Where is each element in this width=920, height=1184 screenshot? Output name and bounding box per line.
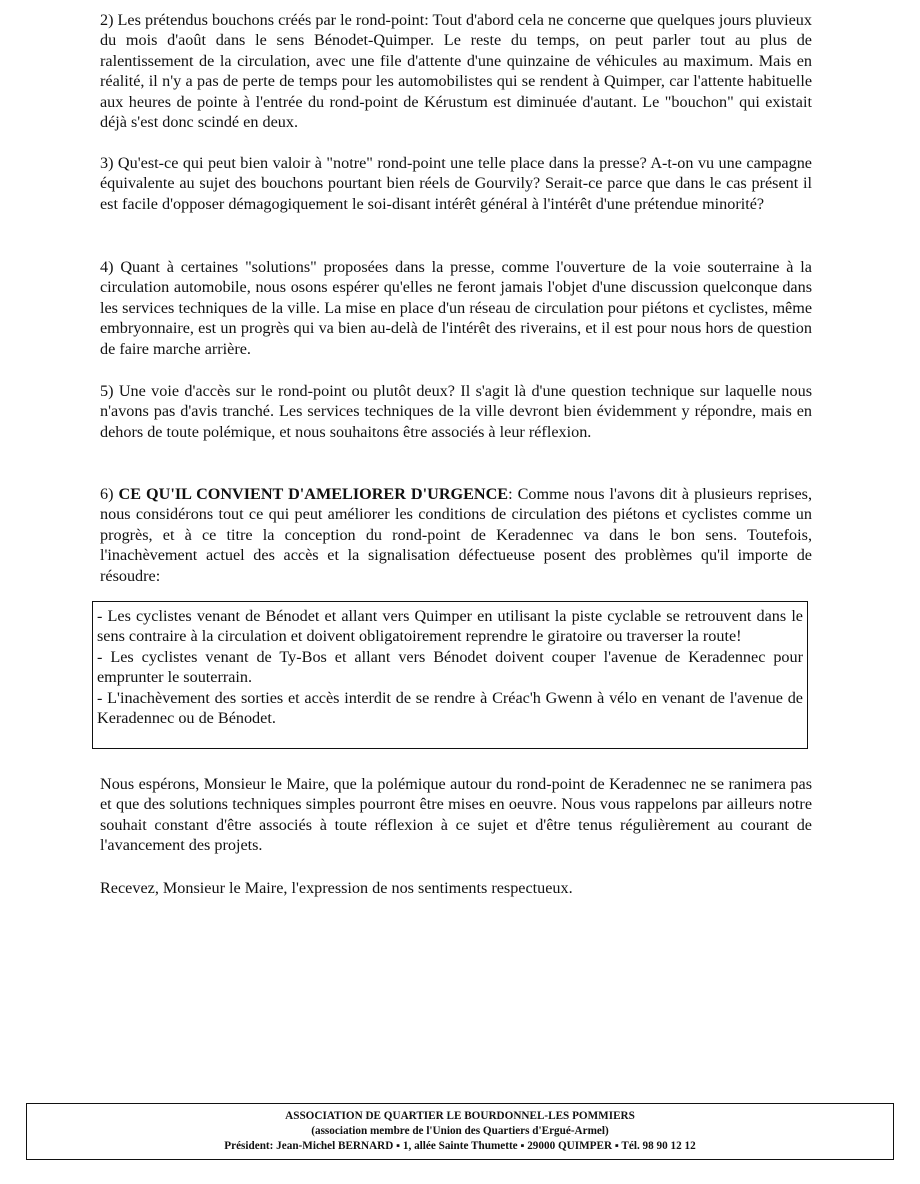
paragraph-6 (100, 484, 812, 586)
paragraph-6-body: : Comme nous l'avons dit à plusieurs reprises, nous considérons tout ce qui peut améliorer les conditions de circulation des piétons et cyclistes comme un progrès, et à ce titre la conception du rond-point de Keradennec va dans le bon sens. Toutefois, l'inachèvement actuel des accès et la signalisation défectueuse posent des problèmes qu'il importe de résoudre: (100, 485, 812, 585)
paragraph-6-heading: CE QU'IL CONVIENT D'AMELIORER D'URGENCE (118, 485, 509, 503)
issue-item: - Les cyclistes venant de Bénodet et allant vers Quimper en utilisant la piste cyclable se retrouvent dans le sens contraire à la circulation et doivent obligatoirement reprendre le giratoire ou traverser la route! (97, 607, 803, 646)
association-footer (26, 1103, 894, 1160)
closing-salutation: Recevez, Monsieur le Maire, l'expression de nos sentiments respectueux. (100, 879, 573, 897)
paragraph-2: 2) Les prétendus bouchons créés par le rond-point: Tout d'abord cela ne concerne que quelques jours pluvieux du mois d'août dans le sens Bénodet-Quimper. Le reste du temps, on peut parler tout au plus de ralentissement de la circulation, avec une file d'attente d'une quinzaine de véhicules au maximum. Mais en réalité, il n'y a pas de perte de temps pour les automobilistes qui se rendent à Quimper, car l'attente habituelle aux heures de pointe à l'entrée du rond-point de Kérustum est diminuée d'autant. Le "bouchon" qui existait déjà s'est donc scindé en deux. (100, 11, 812, 132)
issues-box (92, 601, 808, 749)
footer-contact: Président: Jean-Michel BERNARD ▪ 1, allée Sainte Thumette ▪ 29000 QUIMPER ▪ Tél. 98 90 12 12 (224, 1140, 696, 1152)
closing-paragraph: Nous espérons, Monsieur le Maire, que la polémique autour du rond-point de Keradennec ne se ranimera pas et que des solutions techniques simples pourront être mises en oeuvre. Nous vous rappelons par ailleurs notre souhait constant d'être associés à toute réflexion à ce sujet et d'être tenus régulièrement au courant de l'avancement des projets. (100, 775, 812, 855)
paragraph-6-number: 6) (100, 485, 114, 503)
paragraph-3: 3) Qu'est-ce qui peut bien valoir à "notre" rond-point une telle place dans la presse? A-t-on vu une campagne équivalente au sujet des bouchons pourtant bien réels de Gourvily? Serait-ce parce que dans le cas présent il est facile d'opposer démagogiquement le soi-disant intérêt général à l'intérêt d'une prétendue minorité? (100, 154, 812, 213)
footer-association-name: ASSOCIATION DE QUARTIER LE BOURDONNEL-LES POMMIERS (285, 1110, 635, 1122)
footer-membership: (association membre de l'Union des Quartiers d'Ergué-Armel) (311, 1125, 609, 1137)
issue-item: - L'inachèvement des sorties et accès interdit de se rendre à Créac'h Gwenn à vélo en venant de l'avenue de Keradennec ou de Bénodet. (97, 688, 803, 728)
paragraph-5: 5) Une voie d'accès sur le rond-point ou plutôt deux? Il s'agit là d'une question technique sur laquelle nous n'avons pas d'avis tranché. Les services techniques de la ville devront bien évidemment y répondre, mais en dehors de toute polémique, et nous souhaitons être associés à leur réflexion. (100, 382, 812, 441)
issue-item: - Les cyclistes venant de Ty-Bos et allant vers Bénodet doivent couper l'avenue de Keradennec pour emprunter le souterrain. (97, 647, 803, 687)
paragraph-4: 4) Quant à certaines "solutions" proposées dans la presse, comme l'ouverture de la voie souterraine à la circulation automobile, nous osons espérer qu'elles ne feront jamais l'objet d'une discussion quelconque dans les services techniques de la ville. La mise en place d'un réseau de circulation pour piétons et cyclistes, même embryonnaire, est un progrès qui va bien au-delà de l'intérêt des riverains, et il est pour nous hors de question de faire marche arrière. (100, 258, 812, 358)
